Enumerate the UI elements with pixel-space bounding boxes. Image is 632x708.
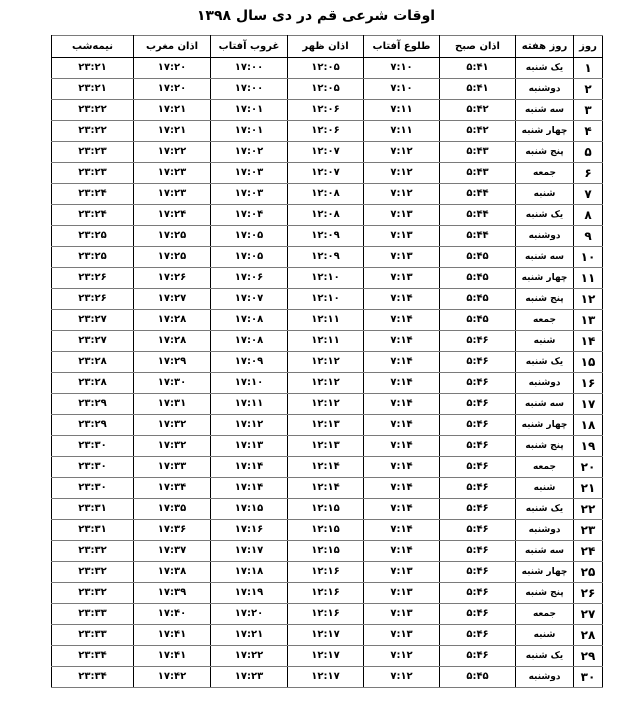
maghrib-cell: ۱۷:۳۳ bbox=[134, 457, 211, 478]
maghrib-cell: ۱۷:۲۳ bbox=[134, 184, 211, 205]
header-weekday: روز هفته bbox=[516, 36, 574, 58]
weekday-cell: چهار شنبه bbox=[516, 562, 574, 583]
sunset-cell: ۱۷:۱۴ bbox=[211, 457, 288, 478]
weekday-cell: پنج شنبه bbox=[516, 289, 574, 310]
sunrise-cell: ۷:۱۳ bbox=[364, 625, 440, 646]
midnight-cell: ۲۳:۲۵ bbox=[52, 226, 134, 247]
sunset-cell: ۱۷:۲۳ bbox=[211, 667, 288, 688]
maghrib-cell: ۱۷:۲۸ bbox=[134, 310, 211, 331]
maghrib-cell: ۱۷:۲۶ bbox=[134, 268, 211, 289]
sunrise-cell: ۷:۱۴ bbox=[364, 352, 440, 373]
table-header-row bbox=[52, 36, 603, 58]
header-midnight: نیمه‌شب bbox=[52, 36, 134, 58]
midnight-cell: ۲۳:۳۳ bbox=[52, 604, 134, 625]
sunrise-cell: ۷:۱۳ bbox=[364, 205, 440, 226]
sunrise-cell: ۷:۱۴ bbox=[364, 289, 440, 310]
midnight-cell: ۲۳:۲۱ bbox=[52, 79, 134, 100]
sunset-cell: ۱۷:۱۷ bbox=[211, 541, 288, 562]
fajr-cell: ۵:۴۴ bbox=[440, 226, 516, 247]
fajr-cell: ۵:۴۶ bbox=[440, 604, 516, 625]
maghrib-cell: ۱۷:۳۴ bbox=[134, 478, 211, 499]
dhuhr-cell: ۱۲:۱۳ bbox=[288, 415, 364, 436]
weekday-cell: شنبه bbox=[516, 331, 574, 352]
midnight-cell: ۲۳:۳۱ bbox=[52, 499, 134, 520]
table-row bbox=[52, 499, 603, 520]
sunrise-cell: ۷:۱۴ bbox=[364, 436, 440, 457]
midnight-cell: ۲۳:۳۰ bbox=[52, 457, 134, 478]
page-title: اوقات شرعی قم در دی سال ۱۳۹۸ bbox=[196, 8, 436, 24]
sunrise-cell: ۷:۱۴ bbox=[364, 373, 440, 394]
sunset-cell: ۱۷:۰۵ bbox=[211, 226, 288, 247]
day-cell: ۶ bbox=[574, 163, 603, 184]
midnight-cell: ۲۳:۳۴ bbox=[52, 667, 134, 688]
header-dhuhr: اذان ظهر bbox=[288, 36, 364, 58]
midnight-cell: ۲۳:۳۲ bbox=[52, 541, 134, 562]
sunrise-cell: ۷:۱۴ bbox=[364, 394, 440, 415]
sunrise-cell: ۷:۱۲ bbox=[364, 667, 440, 688]
day-cell: ۱۹ bbox=[574, 436, 603, 457]
maghrib-cell: ۱۷:۳۶ bbox=[134, 520, 211, 541]
table-row bbox=[52, 205, 603, 226]
midnight-cell: ۲۳:۲۲ bbox=[52, 121, 134, 142]
table-row bbox=[52, 142, 603, 163]
fajr-cell: ۵:۴۱ bbox=[440, 58, 516, 79]
sunrise-cell: ۷:۱۳ bbox=[364, 604, 440, 625]
sunset-cell: ۱۷:۰۸ bbox=[211, 310, 288, 331]
header-sunset: غروب آفتاب bbox=[211, 36, 288, 58]
midnight-cell: ۲۳:۲۴ bbox=[52, 184, 134, 205]
fajr-cell: ۵:۴۶ bbox=[440, 646, 516, 667]
table-row bbox=[52, 352, 603, 373]
dhuhr-cell: ۱۲:۱۶ bbox=[288, 583, 364, 604]
sunrise-cell: ۷:۱۳ bbox=[364, 247, 440, 268]
fajr-cell: ۵:۴۳ bbox=[440, 142, 516, 163]
fajr-cell: ۵:۴۵ bbox=[440, 268, 516, 289]
sunrise-cell: ۷:۱۰ bbox=[364, 58, 440, 79]
dhuhr-cell: ۱۲:۱۷ bbox=[288, 667, 364, 688]
midnight-cell: ۲۳:۲۸ bbox=[52, 373, 134, 394]
maghrib-cell: ۱۷:۴۲ bbox=[134, 667, 211, 688]
fajr-cell: ۵:۴۶ bbox=[440, 583, 516, 604]
weekday-cell: سه شنبه bbox=[516, 394, 574, 415]
table-row bbox=[52, 625, 603, 646]
sunrise-cell: ۷:۱۴ bbox=[364, 541, 440, 562]
weekday-cell: شنبه bbox=[516, 478, 574, 499]
fajr-cell: ۵:۴۶ bbox=[440, 352, 516, 373]
sunrise-cell: ۷:۱۱ bbox=[364, 100, 440, 121]
table-row bbox=[52, 667, 603, 688]
midnight-cell: ۲۳:۲۸ bbox=[52, 352, 134, 373]
maghrib-cell: ۱۷:۲۷ bbox=[134, 289, 211, 310]
midnight-cell: ۲۳:۲۴ bbox=[52, 205, 134, 226]
dhuhr-cell: ۱۲:۰۹ bbox=[288, 247, 364, 268]
fajr-cell: ۵:۴۶ bbox=[440, 520, 516, 541]
dhuhr-cell: ۱۲:۱۳ bbox=[288, 436, 364, 457]
dhuhr-cell: ۱۲:۱۴ bbox=[288, 457, 364, 478]
fajr-cell: ۵:۴۴ bbox=[440, 184, 516, 205]
weekday-cell: سه شنبه bbox=[516, 247, 574, 268]
fajr-cell: ۵:۴۶ bbox=[440, 373, 516, 394]
weekday-cell: پنج شنبه bbox=[516, 436, 574, 457]
weekday-cell: چهار شنبه bbox=[516, 268, 574, 289]
dhuhr-cell: ۱۲:۱۵ bbox=[288, 499, 364, 520]
weekday-cell: جمعه bbox=[516, 604, 574, 625]
sunset-cell: ۱۷:۰۸ bbox=[211, 331, 288, 352]
table-row bbox=[52, 100, 603, 121]
midnight-cell: ۲۳:۲۹ bbox=[52, 415, 134, 436]
fajr-cell: ۵:۴۶ bbox=[440, 457, 516, 478]
maghrib-cell: ۱۷:۲۱ bbox=[134, 121, 211, 142]
weekday-cell: دوشنبه bbox=[516, 79, 574, 100]
dhuhr-cell: ۱۲:۱۵ bbox=[288, 520, 364, 541]
table-body bbox=[52, 58, 603, 688]
fajr-cell: ۵:۴۶ bbox=[440, 478, 516, 499]
dhuhr-cell: ۱۲:۱۶ bbox=[288, 604, 364, 625]
weekday-cell: یک شنبه bbox=[516, 499, 574, 520]
maghrib-cell: ۱۷:۲۴ bbox=[134, 205, 211, 226]
fajr-cell: ۵:۴۵ bbox=[440, 310, 516, 331]
sunset-cell: ۱۷:۱۶ bbox=[211, 520, 288, 541]
day-cell: ۱۵ bbox=[574, 352, 603, 373]
midnight-cell: ۲۳:۲۶ bbox=[52, 268, 134, 289]
day-cell: ۱۱ bbox=[574, 268, 603, 289]
fajr-cell: ۵:۴۶ bbox=[440, 499, 516, 520]
table-row bbox=[52, 415, 603, 436]
maghrib-cell: ۱۷:۳۰ bbox=[134, 373, 211, 394]
sunset-cell: ۱۷:۱۰ bbox=[211, 373, 288, 394]
midnight-cell: ۲۳:۲۷ bbox=[52, 310, 134, 331]
day-cell: ۱۶ bbox=[574, 373, 603, 394]
sunrise-cell: ۷:۱۰ bbox=[364, 79, 440, 100]
sunset-cell: ۱۷:۱۹ bbox=[211, 583, 288, 604]
fajr-cell: ۵:۴۲ bbox=[440, 100, 516, 121]
dhuhr-cell: ۱۲:۰۸ bbox=[288, 205, 364, 226]
table-row bbox=[52, 226, 603, 247]
midnight-cell: ۲۳:۳۳ bbox=[52, 625, 134, 646]
midnight-cell: ۲۳:۲۲ bbox=[52, 100, 134, 121]
table-row bbox=[52, 121, 603, 142]
midnight-cell: ۲۳:۳۲ bbox=[52, 562, 134, 583]
day-cell: ۲۴ bbox=[574, 541, 603, 562]
fajr-cell: ۵:۴۶ bbox=[440, 541, 516, 562]
sunset-cell: ۱۷:۰۲ bbox=[211, 142, 288, 163]
dhuhr-cell: ۱۲:۱۷ bbox=[288, 646, 364, 667]
dhuhr-cell: ۱۲:۰۷ bbox=[288, 163, 364, 184]
dhuhr-cell: ۱۲:۱۷ bbox=[288, 625, 364, 646]
dhuhr-cell: ۱۲:۱۱ bbox=[288, 331, 364, 352]
dhuhr-cell: ۱۲:۱۰ bbox=[288, 289, 364, 310]
sunset-cell: ۱۷:۰۰ bbox=[211, 58, 288, 79]
day-cell: ۷ bbox=[574, 184, 603, 205]
day-cell: ۲۰ bbox=[574, 457, 603, 478]
day-cell: ۲۶ bbox=[574, 583, 603, 604]
day-cell: ۱۲ bbox=[574, 289, 603, 310]
sunset-cell: ۱۷:۲۲ bbox=[211, 646, 288, 667]
header-day: روز bbox=[574, 36, 603, 58]
dhuhr-cell: ۱۲:۱۶ bbox=[288, 562, 364, 583]
maghrib-cell: ۱۷:۳۷ bbox=[134, 541, 211, 562]
day-cell: ۱۴ bbox=[574, 331, 603, 352]
sunrise-cell: ۷:۱۴ bbox=[364, 520, 440, 541]
sunset-cell: ۱۷:۱۴ bbox=[211, 478, 288, 499]
weekday-cell: یک شنبه bbox=[516, 58, 574, 79]
table-row bbox=[52, 268, 603, 289]
dhuhr-cell: ۱۲:۱۲ bbox=[288, 394, 364, 415]
sunset-cell: ۱۷:۰۱ bbox=[211, 100, 288, 121]
sunset-cell: ۱۷:۲۱ bbox=[211, 625, 288, 646]
maghrib-cell: ۱۷:۲۹ bbox=[134, 352, 211, 373]
sunrise-cell: ۷:۱۳ bbox=[364, 583, 440, 604]
table-row bbox=[52, 562, 603, 583]
sunset-cell: ۱۷:۰۳ bbox=[211, 163, 288, 184]
fajr-cell: ۵:۴۵ bbox=[440, 667, 516, 688]
maghrib-cell: ۱۷:۴۱ bbox=[134, 625, 211, 646]
weekday-cell: سه شنبه bbox=[516, 541, 574, 562]
day-cell: ۸ bbox=[574, 205, 603, 226]
day-cell: ۱۸ bbox=[574, 415, 603, 436]
maghrib-cell: ۱۷:۲۸ bbox=[134, 331, 211, 352]
dhuhr-cell: ۱۲:۱۱ bbox=[288, 310, 364, 331]
sunrise-cell: ۷:۱۲ bbox=[364, 163, 440, 184]
fajr-cell: ۵:۴۱ bbox=[440, 79, 516, 100]
day-cell: ۹ bbox=[574, 226, 603, 247]
maghrib-cell: ۱۷:۲۵ bbox=[134, 226, 211, 247]
sunrise-cell: ۷:۱۴ bbox=[364, 310, 440, 331]
day-cell: ۲۸ bbox=[574, 625, 603, 646]
sunrise-cell: ۷:۱۲ bbox=[364, 184, 440, 205]
maghrib-cell: ۱۷:۳۹ bbox=[134, 583, 211, 604]
maghrib-cell: ۱۷:۴۱ bbox=[134, 646, 211, 667]
weekday-cell: سه شنبه bbox=[516, 100, 574, 121]
weekday-cell: یک شنبه bbox=[516, 352, 574, 373]
sunset-cell: ۱۷:۰۱ bbox=[211, 121, 288, 142]
fajr-cell: ۵:۴۲ bbox=[440, 121, 516, 142]
weekday-cell: شنبه bbox=[516, 625, 574, 646]
day-cell: ۲۵ bbox=[574, 562, 603, 583]
header-sunrise: طلوع آفتاب bbox=[364, 36, 440, 58]
weekday-cell: جمعه bbox=[516, 457, 574, 478]
maghrib-cell: ۱۷:۲۲ bbox=[134, 142, 211, 163]
fajr-cell: ۵:۴۵ bbox=[440, 289, 516, 310]
table-row bbox=[52, 79, 603, 100]
fajr-cell: ۵:۴۴ bbox=[440, 205, 516, 226]
maghrib-cell: ۱۷:۲۰ bbox=[134, 79, 211, 100]
maghrib-cell: ۱۷:۲۳ bbox=[134, 163, 211, 184]
sunrise-cell: ۷:۱۴ bbox=[364, 478, 440, 499]
dhuhr-cell: ۱۲:۰۶ bbox=[288, 121, 364, 142]
weekday-cell: پنج شنبه bbox=[516, 142, 574, 163]
day-cell: ۳۰ bbox=[574, 667, 603, 688]
sunrise-cell: ۷:۱۲ bbox=[364, 646, 440, 667]
sunset-cell: ۱۷:۱۲ bbox=[211, 415, 288, 436]
header-fajr: اذان صبح bbox=[440, 36, 516, 58]
fajr-cell: ۵:۴۶ bbox=[440, 625, 516, 646]
table-row bbox=[52, 163, 603, 184]
day-cell: ۲۹ bbox=[574, 646, 603, 667]
dhuhr-cell: ۱۲:۰۵ bbox=[288, 58, 364, 79]
fajr-cell: ۵:۴۶ bbox=[440, 436, 516, 457]
fajr-cell: ۵:۴۶ bbox=[440, 415, 516, 436]
sunrise-cell: ۷:۱۴ bbox=[364, 331, 440, 352]
sunset-cell: ۱۷:۱۱ bbox=[211, 394, 288, 415]
dhuhr-cell: ۱۲:۰۸ bbox=[288, 184, 364, 205]
day-cell: ۱۳ bbox=[574, 310, 603, 331]
day-cell: ۲۱ bbox=[574, 478, 603, 499]
table-row bbox=[52, 646, 603, 667]
sunset-cell: ۱۷:۱۳ bbox=[211, 436, 288, 457]
table-row bbox=[52, 373, 603, 394]
midnight-cell: ۲۳:۲۷ bbox=[52, 331, 134, 352]
table-row bbox=[52, 331, 603, 352]
weekday-cell: پنج شنبه bbox=[516, 583, 574, 604]
sunset-cell: ۱۷:۰۷ bbox=[211, 289, 288, 310]
weekday-cell: چهار شنبه bbox=[516, 415, 574, 436]
maghrib-cell: ۱۷:۳۱ bbox=[134, 394, 211, 415]
midnight-cell: ۲۳:۲۳ bbox=[52, 142, 134, 163]
maghrib-cell: ۱۷:۳۲ bbox=[134, 415, 211, 436]
weekday-cell: دوشنبه bbox=[516, 373, 574, 394]
weekday-cell: یک شنبه bbox=[516, 205, 574, 226]
table-row bbox=[52, 520, 603, 541]
dhuhr-cell: ۱۲:۱۲ bbox=[288, 373, 364, 394]
sunrise-cell: ۷:۱۳ bbox=[364, 562, 440, 583]
midnight-cell: ۲۳:۳۴ bbox=[52, 646, 134, 667]
dhuhr-cell: ۱۲:۱۴ bbox=[288, 478, 364, 499]
maghrib-cell: ۱۷:۳۵ bbox=[134, 499, 211, 520]
maghrib-cell: ۱۷:۴۰ bbox=[134, 604, 211, 625]
sunrise-cell: ۷:۱۴ bbox=[364, 499, 440, 520]
weekday-cell: جمعه bbox=[516, 163, 574, 184]
prayer-times-table bbox=[51, 35, 603, 688]
day-cell: ۱۰ bbox=[574, 247, 603, 268]
midnight-cell: ۲۳:۳۰ bbox=[52, 478, 134, 499]
sunrise-cell: ۷:۱۱ bbox=[364, 121, 440, 142]
day-cell: ۲۷ bbox=[574, 604, 603, 625]
maghrib-cell: ۱۷:۳۲ bbox=[134, 436, 211, 457]
sunset-cell: ۱۷:۲۰ bbox=[211, 604, 288, 625]
table-row bbox=[52, 541, 603, 562]
day-cell: ۲۲ bbox=[574, 499, 603, 520]
midnight-cell: ۲۳:۲۱ bbox=[52, 58, 134, 79]
header-maghrib: اذان مغرب bbox=[134, 36, 211, 58]
sunset-cell: ۱۷:۰۰ bbox=[211, 79, 288, 100]
fajr-cell: ۵:۴۵ bbox=[440, 247, 516, 268]
table-row bbox=[52, 310, 603, 331]
sunrise-cell: ۷:۱۲ bbox=[364, 142, 440, 163]
sunset-cell: ۱۷:۱۵ bbox=[211, 499, 288, 520]
day-cell: ۱۷ bbox=[574, 394, 603, 415]
midnight-cell: ۲۳:۳۲ bbox=[52, 583, 134, 604]
fajr-cell: ۵:۴۳ bbox=[440, 163, 516, 184]
day-cell: ۴ bbox=[574, 121, 603, 142]
fajr-cell: ۵:۴۶ bbox=[440, 394, 516, 415]
weekday-cell: یک شنبه bbox=[516, 646, 574, 667]
weekday-cell: دوشنبه bbox=[516, 520, 574, 541]
sunset-cell: ۱۷:۰۹ bbox=[211, 352, 288, 373]
sunrise-cell: ۷:۱۴ bbox=[364, 415, 440, 436]
midnight-cell: ۲۳:۳۰ bbox=[52, 436, 134, 457]
maghrib-cell: ۱۷:۲۱ bbox=[134, 100, 211, 121]
dhuhr-cell: ۱۲:۰۹ bbox=[288, 226, 364, 247]
midnight-cell: ۲۳:۲۹ bbox=[52, 394, 134, 415]
dhuhr-cell: ۱۲:۰۵ bbox=[288, 79, 364, 100]
day-cell: ۵ bbox=[574, 142, 603, 163]
midnight-cell: ۲۳:۲۳ bbox=[52, 163, 134, 184]
dhuhr-cell: ۱۲:۱۲ bbox=[288, 352, 364, 373]
table-row bbox=[52, 604, 603, 625]
table-row bbox=[52, 394, 603, 415]
day-cell: ۱ bbox=[574, 58, 603, 79]
table-row bbox=[52, 436, 603, 457]
table-row bbox=[52, 583, 603, 604]
sunrise-cell: ۷:۱۴ bbox=[364, 457, 440, 478]
weekday-cell: دوشنبه bbox=[516, 667, 574, 688]
maghrib-cell: ۱۷:۳۸ bbox=[134, 562, 211, 583]
midnight-cell: ۲۳:۲۵ bbox=[52, 247, 134, 268]
dhuhr-cell: ۱۲:۰۷ bbox=[288, 142, 364, 163]
sunset-cell: ۱۷:۰۵ bbox=[211, 247, 288, 268]
weekday-cell: شنبه bbox=[516, 184, 574, 205]
table-row bbox=[52, 247, 603, 268]
weekday-cell: دوشنبه bbox=[516, 226, 574, 247]
sunset-cell: ۱۷:۰۴ bbox=[211, 205, 288, 226]
table-row bbox=[52, 478, 603, 499]
fajr-cell: ۵:۴۶ bbox=[440, 331, 516, 352]
maghrib-cell: ۱۷:۲۵ bbox=[134, 247, 211, 268]
sunset-cell: ۱۷:۰۳ bbox=[211, 184, 288, 205]
day-cell: ۲ bbox=[574, 79, 603, 100]
table-row bbox=[52, 184, 603, 205]
dhuhr-cell: ۱۲:۱۵ bbox=[288, 541, 364, 562]
table-row bbox=[52, 289, 603, 310]
weekday-cell: چهار شنبه bbox=[516, 121, 574, 142]
table-row bbox=[52, 58, 603, 79]
table-row bbox=[52, 457, 603, 478]
sunset-cell: ۱۷:۱۸ bbox=[211, 562, 288, 583]
weekday-cell: جمعه bbox=[516, 310, 574, 331]
midnight-cell: ۲۳:۳۱ bbox=[52, 520, 134, 541]
day-cell: ۲۳ bbox=[574, 520, 603, 541]
midnight-cell: ۲۳:۲۶ bbox=[52, 289, 134, 310]
day-cell: ۳ bbox=[574, 100, 603, 121]
dhuhr-cell: ۱۲:۰۶ bbox=[288, 100, 364, 121]
maghrib-cell: ۱۷:۲۰ bbox=[134, 58, 211, 79]
dhuhr-cell: ۱۲:۱۰ bbox=[288, 268, 364, 289]
sunrise-cell: ۷:۱۳ bbox=[364, 226, 440, 247]
sunset-cell: ۱۷:۰۶ bbox=[211, 268, 288, 289]
fajr-cell: ۵:۴۶ bbox=[440, 562, 516, 583]
sunrise-cell: ۷:۱۳ bbox=[364, 268, 440, 289]
